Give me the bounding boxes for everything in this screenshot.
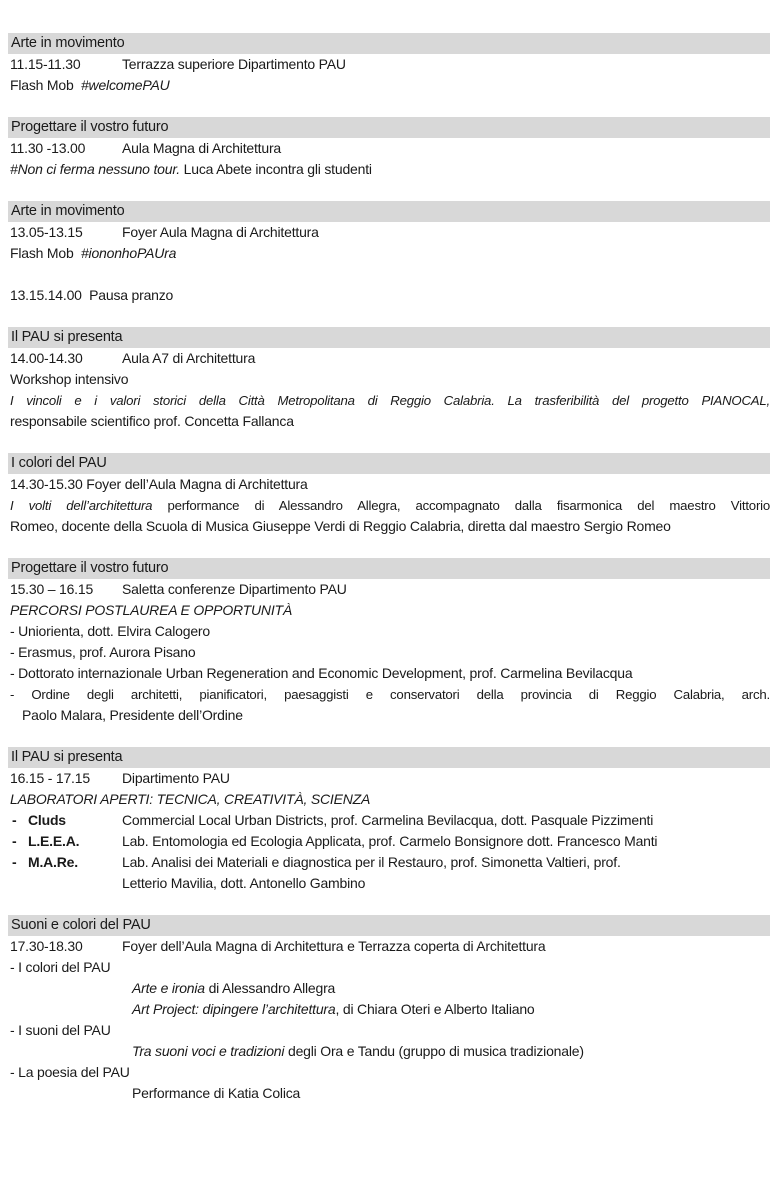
text-segment: Art Project: dipingere l’architettura: [132, 1001, 336, 1017]
text-segment: Dipartimento PAU: [122, 770, 230, 786]
text-segment: di Alessandro Allegra: [204, 980, 336, 996]
text-segment: Aula Magna di Architettura: [122, 140, 282, 156]
schedule-line: [10, 138, 770, 159]
schedule-line: [10, 474, 770, 495]
text-segment: Tra suoni voci e tradizioni: [132, 1043, 285, 1059]
text-segment: 14.30-15.30 Foyer dell’Aula Magna di Architettura: [10, 476, 308, 492]
text-segment: - I suoni del PAU: [10, 1022, 111, 1038]
schedule-line: [10, 663, 770, 684]
schedule-line: [10, 705, 770, 726]
section-header: Arte in movimento: [8, 201, 770, 222]
text-segment: Performance di Katia Colica: [132, 1085, 301, 1101]
schedule-line: [10, 873, 770, 894]
schedule-line: [10, 243, 770, 264]
text-segment: Workshop intensivo: [10, 371, 129, 387]
section-header: Arte in movimento: [8, 33, 770, 54]
text-segment: Lab. Analisi dei Materiali e diagnostica per il Restauro, prof. Simonetta Valtieri, prof.: [122, 854, 621, 870]
section-header: I colori del PAU: [8, 453, 770, 474]
column-cell: -: [12, 833, 17, 849]
text-segment: Lab. Entomologia ed Ecologia Applicata, prof. Carmelo Bonsignore dott. Francesco Manti: [122, 833, 658, 849]
schedule-line: [10, 390, 770, 411]
schedule-line: [10, 75, 770, 96]
column-cell: 14.00-14.30: [10, 350, 83, 366]
text-segment: Foyer dell’Aula Magna di Architettura e Terrazza coperta di Architettura: [122, 938, 546, 954]
text-segment: - I colori del PAU: [10, 959, 111, 975]
section-header: Progettare il vostro futuro: [8, 117, 770, 138]
text-segment: 13.15.14.00 Pausa pranzo: [10, 287, 174, 303]
schedule-line: [10, 999, 770, 1020]
text-segment: I volti dell’architettura: [10, 498, 153, 513]
schedule-line: [10, 54, 770, 75]
schedule-line: [10, 285, 770, 306]
section-header: Progettare il vostro futuro: [8, 558, 770, 579]
text-segment: performance di Alessandro Allegra, accompagnato dalla fisarmonica del maestro Vittorio: [152, 498, 771, 513]
schedule-line: [10, 810, 770, 831]
column-cell: 11.30 -13.00: [10, 140, 86, 156]
text-segment: Paolo Malara, Presidente dell’Ordine: [22, 707, 243, 723]
schedule-section: [8, 558, 770, 726]
schedule-section: [8, 327, 770, 432]
column-cell: -: [12, 812, 17, 828]
schedule-line: [10, 411, 770, 432]
schedule-section: [8, 453, 770, 537]
schedule-line: [10, 789, 770, 810]
text-segment: Terrazza superiore Dipartimento PAU: [122, 56, 346, 72]
text-segment: Foyer Aula Magna di Architettura: [122, 224, 319, 240]
text-segment: - Dottorato internazionale Urban Regeneration and Economic Development, prof. Carmelina Bevilacqua: [10, 665, 633, 681]
text-segment: LABORATORI APERTI: TECNICA, CREATIVITÀ, SCIENZA: [10, 791, 371, 807]
schedule-line: [10, 852, 770, 873]
column-cell: 17.30-18.30: [10, 938, 83, 954]
text-segment: #welcomePAU: [80, 77, 170, 93]
schedule-section: [8, 915, 770, 1104]
schedule-line: [10, 831, 770, 852]
schedule-line: [10, 579, 770, 600]
section-header: Il PAU si presenta: [8, 747, 770, 768]
column-cell: 13.05-13.15: [10, 224, 83, 240]
text-segment: Flash Mob: [10, 245, 81, 261]
schedule-line: [10, 936, 770, 957]
text-segment: Saletta conferenze Dipartimento PAU: [122, 581, 347, 597]
text-segment: I vincoli e i valori storici della Città Metropolitana di Reggio Calabria. La trasferibilità del progetto PIANOCAL,: [10, 393, 770, 408]
text-segment: Aula A7 di Architettura: [122, 350, 256, 366]
schedule-line: [10, 1020, 770, 1041]
text-segment: - Uniorienta, dott. Elvira Calogero: [10, 623, 210, 639]
schedule-line: [10, 348, 770, 369]
column-cell: L.E.E.A.: [28, 833, 80, 849]
schedule-line: [10, 1041, 770, 1062]
section-header: Suoni e colori del PAU: [8, 915, 770, 936]
schedule-section: [8, 747, 770, 894]
schedule-line: [10, 600, 770, 621]
text-segment: , di Chiara Oteri e Alberto Italiano: [335, 1001, 535, 1017]
text-segment: degli Ora e Tandu (gruppo di musica tradizionale): [284, 1043, 584, 1059]
schedule-line: [10, 957, 770, 978]
column-cell: M.A.Re.: [28, 854, 78, 870]
section-header: Il PAU si presenta: [8, 327, 770, 348]
column-cell: Cluds: [28, 812, 66, 828]
schedule-section: [8, 33, 770, 96]
text-segment: Romeo, docente della Scuola di Musica Giuseppe Verdi di Reggio Calabria, diretta dal maestro Sergio Romeo: [10, 518, 671, 534]
text-segment: - La poesia del PAU: [10, 1064, 130, 1080]
schedule-line: [10, 1083, 770, 1104]
schedule-section: [8, 117, 770, 180]
schedule-line: [10, 495, 770, 516]
schedule-line: [10, 978, 770, 999]
schedule-section: [8, 285, 770, 306]
column-cell: 15.30 – 16.15: [10, 581, 94, 597]
schedule-line: [10, 684, 770, 705]
text-segment: #Non ci ferma nessuno tour.: [10, 161, 180, 177]
column-cell: -: [12, 854, 17, 870]
schedule-line: [10, 621, 770, 642]
text-segment: Arte e ironia: [132, 980, 205, 996]
schedule-line: [10, 159, 770, 180]
text-segment: - Erasmus, prof. Aurora Pisano: [10, 644, 196, 660]
column-cell: 16.15 - 17.15: [10, 770, 90, 786]
text-segment: Letterio Mavilia, dott. Antonello Gambino: [122, 875, 366, 891]
schedule-line: [10, 642, 770, 663]
text-segment: Commercial Local Urban Districts, prof. Carmelina Bevilacqua, dott. Pasquale Pizzimenti: [122, 812, 654, 828]
schedule-line: [10, 768, 770, 789]
schedule-line: [10, 516, 770, 537]
schedule-line: [10, 369, 770, 390]
text-segment: Flash Mob: [10, 77, 81, 93]
schedule-line: [10, 222, 770, 243]
text-segment: - Ordine degli architetti, pianificatori, paesaggisti e conservatori della provincia di Reggio Calabria, arch.: [10, 687, 770, 702]
text-segment: #iononhoPAUra: [80, 245, 177, 261]
schedule-line: [10, 1062, 770, 1083]
text-segment: responsabile scientifico prof. Concetta Fallanca: [10, 413, 294, 429]
column-cell: 11.15-11.30: [10, 56, 81, 72]
text-segment: Luca Abete incontra gli studenti: [179, 161, 372, 177]
schedule-section: [8, 201, 770, 264]
text-segment: PERCORSI POSTLAUREA E OPPORTUNITÀ: [10, 602, 293, 618]
